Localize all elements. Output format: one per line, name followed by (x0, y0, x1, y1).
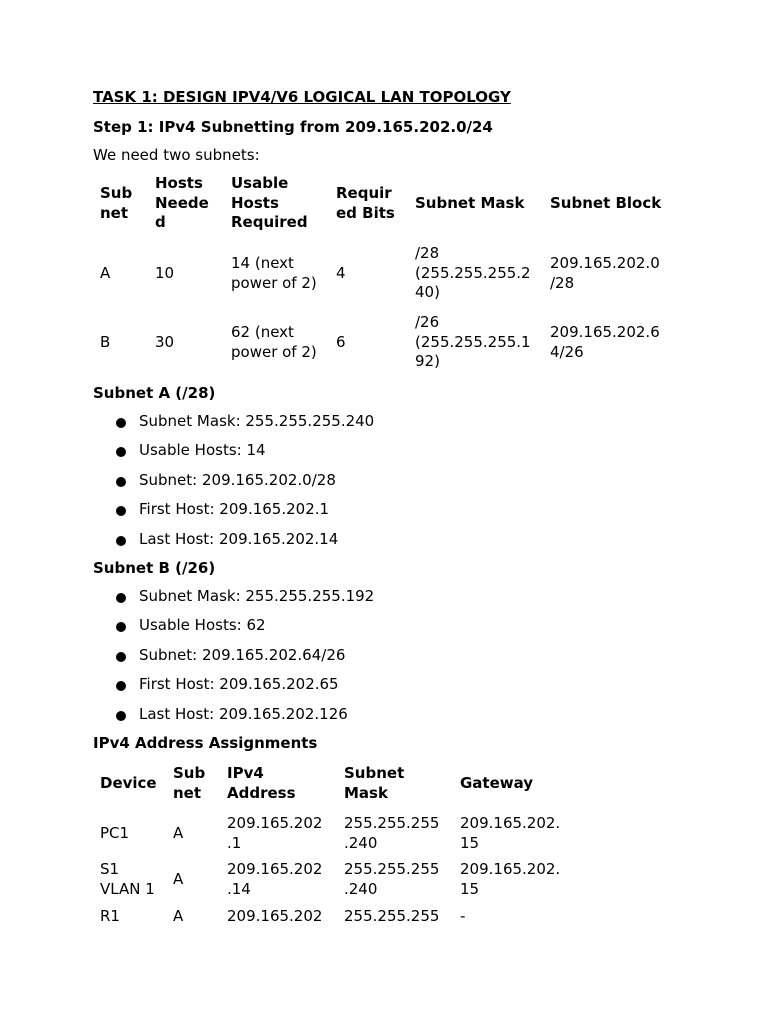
list-item (93, 407, 693, 436)
list-item (93, 525, 693, 554)
table-row (93, 308, 673, 377)
table-header-row (93, 168, 673, 239)
table-cell: 30 (155, 332, 175, 351)
table-cell: A (173, 870, 184, 889)
bullet-icon (116, 418, 126, 428)
col-header-subnet-block: Subnet Block (550, 193, 662, 212)
subnet-table (93, 168, 673, 377)
list-item (93, 641, 693, 670)
subnet-b-heading: Subnet B (/26) (93, 558, 216, 577)
table-cell: 255.255.255 .240 (344, 814, 440, 852)
col-header-ipv4-address: IPv4 Address (227, 764, 296, 802)
list-item-text: First Host: 209.165.202.65 (139, 675, 339, 694)
subnet-a-heading: Subnet A (/28) (93, 384, 216, 402)
bullet-icon (116, 477, 126, 487)
list-item-text: First Host: 209.165.202.1 (139, 500, 330, 519)
table-cell: S1 VLAN 1 (100, 860, 155, 898)
table-cell: 62 (next power of 2) (231, 322, 317, 361)
assignments-heading: IPv4 Address Assignments (93, 733, 318, 752)
table-cell: 209.165.202. 15 (460, 814, 561, 852)
table-row (93, 239, 673, 308)
bullet-icon (116, 447, 126, 457)
document-page (93, 86, 693, 929)
table-header-row (93, 757, 571, 811)
list-item-text: Subnet Mask: 255.255.255.192 (139, 586, 375, 605)
col-header-subnet-mask: Subnet Mask (344, 764, 405, 802)
table-cell: - (460, 906, 466, 925)
table-cell: 4 (336, 263, 346, 282)
bullet-icon (116, 593, 126, 603)
col-header-gateway: Gateway (460, 774, 534, 793)
list-item-text: Subnet: 209.165.202.64/26 (139, 645, 346, 664)
list-item (93, 670, 693, 699)
table-cell: 255.255.255 (344, 906, 440, 925)
table-cell: A (100, 263, 111, 282)
list-item (93, 436, 693, 465)
table-cell: PC1 (100, 824, 130, 843)
table-row (93, 811, 571, 857)
list-item-text: Last Host: 209.165.202.126 (139, 704, 348, 723)
col-header-usable-hosts: Usable Hosts Required (231, 174, 308, 232)
bullet-icon (116, 536, 126, 546)
col-header-subnet: Sub net (100, 183, 133, 222)
list-item-text: Last Host: 209.165.202.14 (139, 529, 339, 548)
table-row (93, 857, 571, 903)
task-title: TASK 1: DESIGN IPV4/V6 LOGICAL LAN TOPOLOGY (93, 88, 511, 106)
list-item (93, 466, 693, 495)
col-header-subnet-mask: Subnet Mask (415, 193, 525, 212)
assignments-table (93, 757, 571, 929)
col-header-hosts-needed: Hosts Neede d (155, 174, 209, 232)
table-cell: A (173, 906, 184, 925)
list-item (93, 582, 693, 611)
table-row (93, 903, 571, 929)
table-cell: 209.165.202.0 /28 (550, 253, 660, 292)
list-item (93, 700, 693, 729)
intro-text: We need two subnets: (93, 146, 260, 164)
table-cell: 209.165.202.6 4/26 (550, 322, 660, 361)
list-item-text: Usable Hosts: 62 (139, 616, 266, 635)
table-cell: A (173, 824, 184, 843)
table-cell: 10 (155, 263, 175, 282)
bullet-icon (116, 506, 126, 516)
bullet-icon (116, 652, 126, 662)
list-item (93, 611, 693, 640)
bullet-icon (116, 622, 126, 632)
table-cell: 209.165.202. 15 (460, 860, 561, 898)
bullet-icon (116, 711, 126, 721)
list-item-text: Usable Hosts: 14 (139, 441, 266, 460)
subnet-a-list (93, 407, 693, 554)
table-cell: 209.165.202 .14 (227, 860, 323, 898)
table-cell: /26 (255.255.255.1 92) (415, 313, 531, 371)
subnet-b-list (93, 582, 693, 729)
bullet-icon (116, 681, 126, 691)
table-cell: 209.165.202 (227, 906, 323, 925)
table-cell: B (100, 332, 111, 351)
col-header-device: Device (100, 774, 157, 793)
table-cell: /28 (255.255.255.2 40) (415, 244, 531, 302)
list-item-text: Subnet Mask: 255.255.255.240 (139, 412, 375, 430)
step1-heading: Step 1: IPv4 Subnetting from 209.165.202.0/24 (93, 118, 493, 136)
col-header-required-bits: Requir ed Bits (336, 183, 395, 222)
table-cell: 209.165.202 .1 (227, 814, 323, 852)
table-cell: 6 (336, 332, 346, 351)
table-cell: R1 (100, 906, 120, 925)
list-item-text: Subnet: 209.165.202.0/28 (139, 470, 336, 489)
list-item (93, 495, 693, 524)
table-cell: 14 (next power of 2) (231, 253, 317, 292)
table-cell: 255.255.255 .240 (344, 860, 440, 898)
col-header-subnet: Sub net (173, 764, 206, 802)
